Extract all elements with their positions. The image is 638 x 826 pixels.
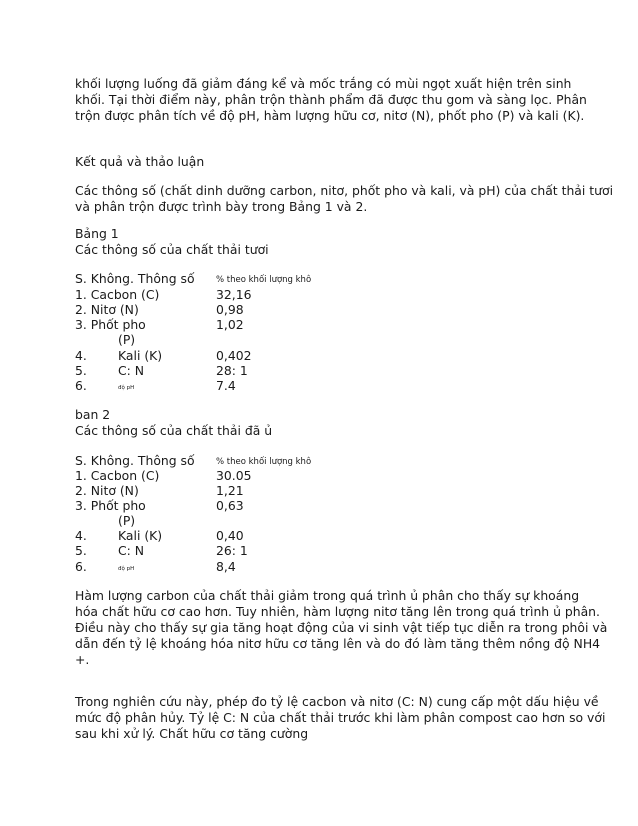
table-1-row-name: Kali (K) [118, 348, 163, 363]
table-2-row-value: 8,4 [216, 559, 236, 574]
table-1-row-value: 7.4 [216, 378, 236, 393]
table-2-col1-header: S. Không. Thông số [75, 453, 195, 468]
table-2-row-value: 1,21 [216, 483, 244, 498]
table-1-caption: Các thông số của chất thải tươi [75, 242, 269, 257]
table-1-row-value: 1,02 [216, 317, 244, 332]
table-2-row-name: Kali (K) [118, 528, 163, 543]
table-1-row-number: 6. [75, 378, 87, 393]
table-2-col2-header: % theo khối lượng khô [216, 457, 312, 467]
table-1-row-value: 0,98 [216, 302, 244, 317]
table-1-row-number: 5. [75, 363, 87, 378]
table-2-row-number: 6. [75, 559, 87, 574]
table-1-row-value: 0,402 [216, 348, 252, 363]
section-intro-line: và phân trộn được trình bày trong Bảng 1 và 2. [75, 199, 368, 214]
table-1-row-name: độ pH [118, 385, 135, 391]
table-1-row-name-continuation: (P) [118, 332, 136, 347]
table-2-label: ban 2 [75, 407, 111, 422]
section-intro-paragraph [75, 183, 614, 215]
table-1-col1-header: S. Không. Thông số [75, 271, 195, 286]
intro-line: khối. Tại thời điểm này, phân trộn thành phẩm đã được thu gom và sàng lọc. Phân [75, 92, 587, 107]
table-1-row-name: 1. Cacbon (C) [75, 287, 160, 302]
table-2-row-number: 4. [75, 528, 87, 543]
discussion-line: +. [75, 652, 90, 667]
table-2-caption: Các thông số của chất thải đã ủ [75, 423, 273, 438]
table-2-row-value: 30.05 [216, 468, 252, 483]
intro-line: trộn được phân tích về độ pH, hàm lượng hữu cơ, nitơ (N), phốt pho (P) và kali (K). [75, 108, 585, 123]
discussion-line: Hàm lượng carbon của chất thải giảm trong quá trình ủ phân cho thấy sự khoáng [75, 588, 580, 603]
discussion-line: dẫn đến tỷ lệ khoáng hóa nitơ hữu cơ tăng lên và do đó làm tăng thêm nồng độ NH4 [75, 636, 601, 651]
table-2-row-number: 5. [75, 543, 87, 558]
section-heading: Kết quả và thảo luận [75, 154, 205, 169]
table-2-row-value: 0,63 [216, 498, 244, 513]
table-2-row-name: độ pH [118, 566, 135, 572]
table-2-row-name: C: N [118, 543, 145, 558]
table-1-row-name: 2. Nitơ (N) [75, 302, 139, 317]
discussion-line: hóa chất hữu cơ cao hơn. Tuy nhiên, hàm lượng nitơ tăng lên trong quá trình ủ phân. [75, 604, 600, 619]
table-2-row-name: 3. Phốt pho [75, 498, 146, 513]
table-2-row-name: 2. Nitơ (N) [75, 483, 139, 498]
table-2-row-name-continuation: (P) [118, 513, 136, 528]
closing-paragraph [75, 694, 606, 742]
discussion-paragraph [75, 588, 608, 668]
table-1-row-number: 4. [75, 348, 87, 363]
table-2-row-name: 1. Cacbon (C) [75, 468, 160, 483]
closing-line: Trong nghiên cứu này, phép đo tỷ lệ cacbon và nitơ (C: N) cung cấp một dấu hiệu về [75, 694, 599, 709]
table-1-row-name: C: N [118, 363, 145, 378]
section-intro-line: Các thông số (chất dinh dưỡng carbon, nitơ, phốt pho và kali, và pH) của chất thải tươi [75, 183, 614, 198]
intro-line: khối lượng luống đã giảm đáng kể và mốc trắng có mùi ngọt xuất hiện trên sinh [75, 76, 572, 91]
table-1-label: Bảng 1 [75, 226, 119, 241]
table-2-row-value: 26: 1 [216, 543, 248, 558]
table-2-row-value: 0,40 [216, 528, 244, 543]
table-1-row-value: 28: 1 [216, 363, 248, 378]
closing-line: sau khi xử lý. Chất hữu cơ tăng cường [75, 726, 309, 741]
table-1-row-name: 3. Phốt pho [75, 317, 146, 332]
intro-paragraph [75, 76, 587, 124]
closing-line: mức độ phân hủy. Tỷ lệ C: N của chất thải trước khi làm phân compost cao hơn so với [75, 710, 606, 725]
table-1-col2-header: % theo khối lượng khô [216, 275, 312, 285]
discussion-line: Điều này cho thấy sự gia tăng hoạt động của vi sinh vật tiếp tục diễn ra trong phôi và [75, 620, 608, 635]
table-1-row-value: 32,16 [216, 287, 252, 302]
